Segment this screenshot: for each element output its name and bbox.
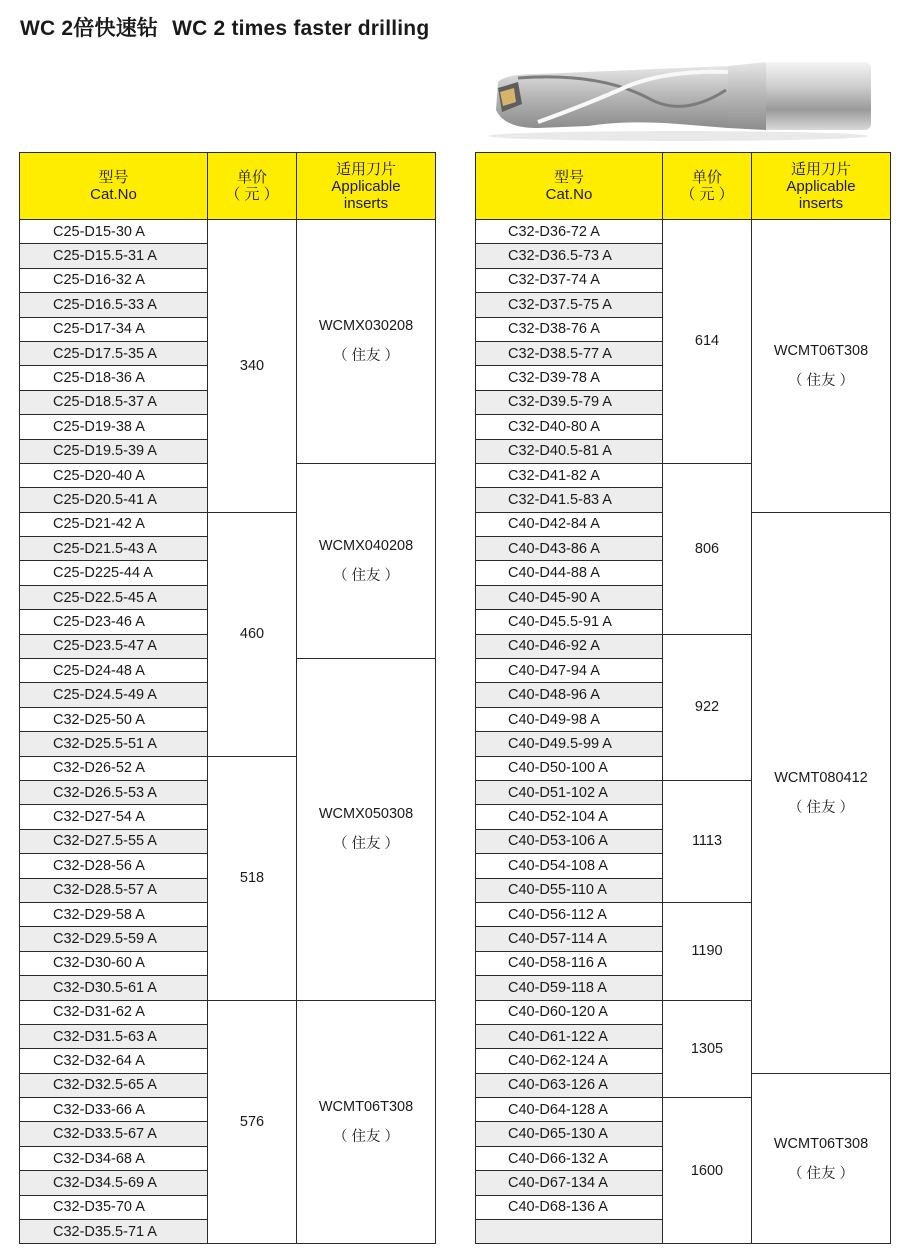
title-cn: WC 2倍快速钻	[20, 17, 159, 40]
title-en: WC 2 times faster drilling	[172, 17, 430, 40]
cat-no-cell: C25-D19.5-39 A	[20, 439, 208, 463]
col-header-inserts: 适用刀片 Applicable inserts	[752, 153, 891, 220]
cat-no-cell: C25-D17.5-35 A	[20, 341, 208, 365]
cat-no-cell: C32-D27.5-55 A	[20, 829, 208, 853]
cat-no-cell: C32-D25.5-51 A	[20, 732, 208, 756]
insert-code: WCMT06T308	[318, 1098, 414, 1115]
table-row	[20, 220, 436, 244]
cat-no-cell: C32-D37.5-75 A	[476, 293, 663, 317]
insert-cell	[297, 1000, 436, 1244]
cat-no-cell: C40-D53-106 A	[476, 829, 663, 853]
table-row	[20, 1000, 436, 1024]
insert-brand: （ 住友 ）	[332, 348, 400, 365]
cat-no-cell: C40-D44-88 A	[476, 561, 663, 585]
cat-no-cell: C25-D18.5-37 A	[20, 390, 208, 414]
cat-no-cell: C25-D18-36 A	[20, 366, 208, 390]
drill-product-image	[478, 52, 888, 147]
cat-no-cell: C32-D31.5-63 A	[20, 1024, 208, 1048]
price-cell: 460	[208, 512, 297, 756]
col-header-model: 型号 Cat.No	[20, 153, 208, 220]
cat-no-cell: C32-D32-64 A	[20, 1049, 208, 1073]
insert-cell	[297, 220, 436, 464]
cat-no-cell: C32-D39-78 A	[476, 366, 663, 390]
drill-body-shape	[496, 66, 728, 128]
cat-no-cell: C40-D67-134 A	[476, 1171, 663, 1195]
cat-no-cell: C25-D15-30 A	[20, 220, 208, 244]
col-header-inserts: 适用刀片 Applicable inserts	[297, 153, 436, 220]
cat-no-cell: C32-D30-60 A	[20, 951, 208, 975]
cat-no-cell: C40-D52-104 A	[476, 805, 663, 829]
cat-no-cell: C25-D16.5-33 A	[20, 293, 208, 317]
insert-brand: （ 住友 ）	[787, 799, 855, 816]
cat-no-cell: C32-D39.5-79 A	[476, 390, 663, 414]
cat-no-cell: C32-D33.5-67 A	[20, 1122, 208, 1146]
cat-no-cell: C32-D35-70 A	[20, 1195, 208, 1219]
cat-no-cell: C32-D36-72 A	[476, 220, 663, 244]
cat-no-cell: C25-D21.5-43 A	[20, 537, 208, 561]
cat-no-cell: C40-D47-94 A	[476, 659, 663, 683]
cat-no-cell: C32-D41-82 A	[476, 463, 663, 487]
cat-no-cell: C32-D35.5-71 A	[20, 1220, 208, 1244]
cat-no-cell: C25-D20.5-41 A	[20, 488, 208, 512]
page-title	[20, 12, 429, 42]
cat-no-cell: C32-D29.5-59 A	[20, 927, 208, 951]
cat-no-cell: C25-D225-44 A	[20, 561, 208, 585]
insert-brand: （ 住友 ）	[332, 567, 400, 584]
col-header-price: 单价 （ 元 ）	[208, 153, 297, 220]
cat-no-cell: C32-D31-62 A	[20, 1000, 208, 1024]
cat-no-cell: C40-D61-122 A	[476, 1024, 663, 1048]
cat-no-cell: C40-D64-128 A	[476, 1098, 663, 1122]
cat-no-cell: C32-D34.5-69 A	[20, 1171, 208, 1195]
insert-cell	[297, 463, 436, 658]
insert-code: WCMX050308	[318, 806, 414, 823]
cat-no-cell: C32-D32.5-65 A	[20, 1073, 208, 1097]
cat-no-cell: C25-D23-46 A	[20, 610, 208, 634]
cat-no-cell: C25-D24-48 A	[20, 659, 208, 683]
table-row	[476, 220, 891, 244]
cat-no-cell: C40-D59-118 A	[476, 976, 663, 1000]
cat-no-cell: C40-D45-90 A	[476, 585, 663, 609]
insert-code: WCMT080412	[774, 769, 868, 786]
price-cell: 614	[663, 220, 752, 464]
cat-no-cell: C40-D49-98 A	[476, 707, 663, 731]
table-body-left	[20, 220, 436, 1244]
price-cell: 576	[208, 1000, 297, 1244]
cat-no-cell: C40-D56-112 A	[476, 902, 663, 926]
cat-no-cell: C25-D17-34 A	[20, 317, 208, 341]
cat-no-cell	[476, 1220, 663, 1244]
insert-cell	[752, 512, 891, 1073]
cat-no-cell: C32-D33-66 A	[20, 1098, 208, 1122]
cat-no-cell: C32-D37-74 A	[476, 268, 663, 292]
cat-no-cell: C40-D62-124 A	[476, 1049, 663, 1073]
cat-no-cell: C32-D40.5-81 A	[476, 439, 663, 463]
cat-no-cell: C40-D54-108 A	[476, 854, 663, 878]
price-cell: 806	[663, 463, 752, 634]
cat-no-cell: C32-D29-58 A	[20, 902, 208, 926]
cat-no-cell: C32-D41.5-83 A	[476, 488, 663, 512]
price-table-left	[19, 152, 436, 1244]
cat-no-cell: C40-D60-120 A	[476, 1000, 663, 1024]
insert-code: WCMT06T308	[773, 342, 869, 359]
cat-no-cell: C32-D25-50 A	[20, 707, 208, 731]
cat-no-cell: C25-D20-40 A	[20, 463, 208, 487]
cat-no-cell: C40-D65-130 A	[476, 1122, 663, 1146]
insert-brand: （ 住友 ）	[787, 372, 855, 389]
cat-no-cell: C40-D58-116 A	[476, 951, 663, 975]
insert-code: WCMX030208	[318, 318, 414, 335]
insert-brand: （ 住友 ）	[332, 1128, 400, 1145]
col-header-price: 单价 （ 元 ）	[663, 153, 752, 220]
shank-shape	[763, 62, 871, 130]
insert-brand: （ 住友 ）	[332, 836, 400, 853]
cat-no-cell: C40-D50-100 A	[476, 756, 663, 780]
cat-no-cell: C32-D27-54 A	[20, 805, 208, 829]
cat-no-cell: C25-D22.5-45 A	[20, 585, 208, 609]
cat-no-cell: C40-D68-136 A	[476, 1195, 663, 1219]
price-cell: 1190	[663, 902, 752, 1000]
cat-no-cell: C25-D21-42 A	[20, 512, 208, 536]
price-cell: 1305	[663, 1000, 752, 1098]
cat-no-cell: C40-D43-86 A	[476, 537, 663, 561]
cat-no-cell: C40-D66-132 A	[476, 1146, 663, 1170]
insert-code: WCMT06T308	[773, 1135, 869, 1152]
cat-no-cell: C40-D48-96 A	[476, 683, 663, 707]
col-header-model: 型号 Cat.No	[476, 153, 663, 220]
cat-no-cell: C32-D30.5-61 A	[20, 976, 208, 1000]
insert-cell	[297, 659, 436, 1000]
cat-no-cell: C25-D16-32 A	[20, 268, 208, 292]
cat-no-cell: C32-D38.5-77 A	[476, 341, 663, 365]
price-cell: 1600	[663, 1098, 752, 1244]
cat-no-cell: C32-D26.5-53 A	[20, 780, 208, 804]
table-body-right	[476, 220, 891, 1244]
cat-no-cell: C40-D55-110 A	[476, 878, 663, 902]
cat-no-cell: C32-D40-80 A	[476, 415, 663, 439]
cat-no-cell: C40-D49.5-99 A	[476, 732, 663, 756]
price-cell: 518	[208, 756, 297, 1000]
cat-no-cell: C25-D24.5-49 A	[20, 683, 208, 707]
cat-no-cell: C32-D38-76 A	[476, 317, 663, 341]
insert-cell	[752, 220, 891, 513]
price-cell: 340	[208, 220, 297, 513]
cat-no-cell: C32-D26-52 A	[20, 756, 208, 780]
cat-no-cell: C25-D15.5-31 A	[20, 244, 208, 268]
cat-no-cell: C40-D51-102 A	[476, 780, 663, 804]
price-table-right	[475, 152, 891, 1244]
cat-no-cell: C40-D46-92 A	[476, 634, 663, 658]
cat-no-cell: C32-D36.5-73 A	[476, 244, 663, 268]
cat-no-cell: C40-D42-84 A	[476, 512, 663, 536]
cat-no-cell: C40-D45.5-91 A	[476, 610, 663, 634]
cat-no-cell: C25-D19-38 A	[20, 415, 208, 439]
price-cell: 1113	[663, 780, 752, 902]
cat-no-cell: C32-D34-68 A	[20, 1146, 208, 1170]
insert-cell	[752, 1073, 891, 1244]
insert-code: WCMX040208	[318, 537, 414, 554]
cat-no-cell: C40-D57-114 A	[476, 927, 663, 951]
cat-no-cell: C25-D23.5-47 A	[20, 634, 208, 658]
cat-no-cell: C32-D28-56 A	[20, 854, 208, 878]
cat-no-cell: C32-D28.5-57 A	[20, 878, 208, 902]
price-cell: 922	[663, 634, 752, 780]
insert-brand: （ 住友 ）	[787, 1165, 855, 1182]
cat-no-cell: C40-D63-126 A	[476, 1073, 663, 1097]
